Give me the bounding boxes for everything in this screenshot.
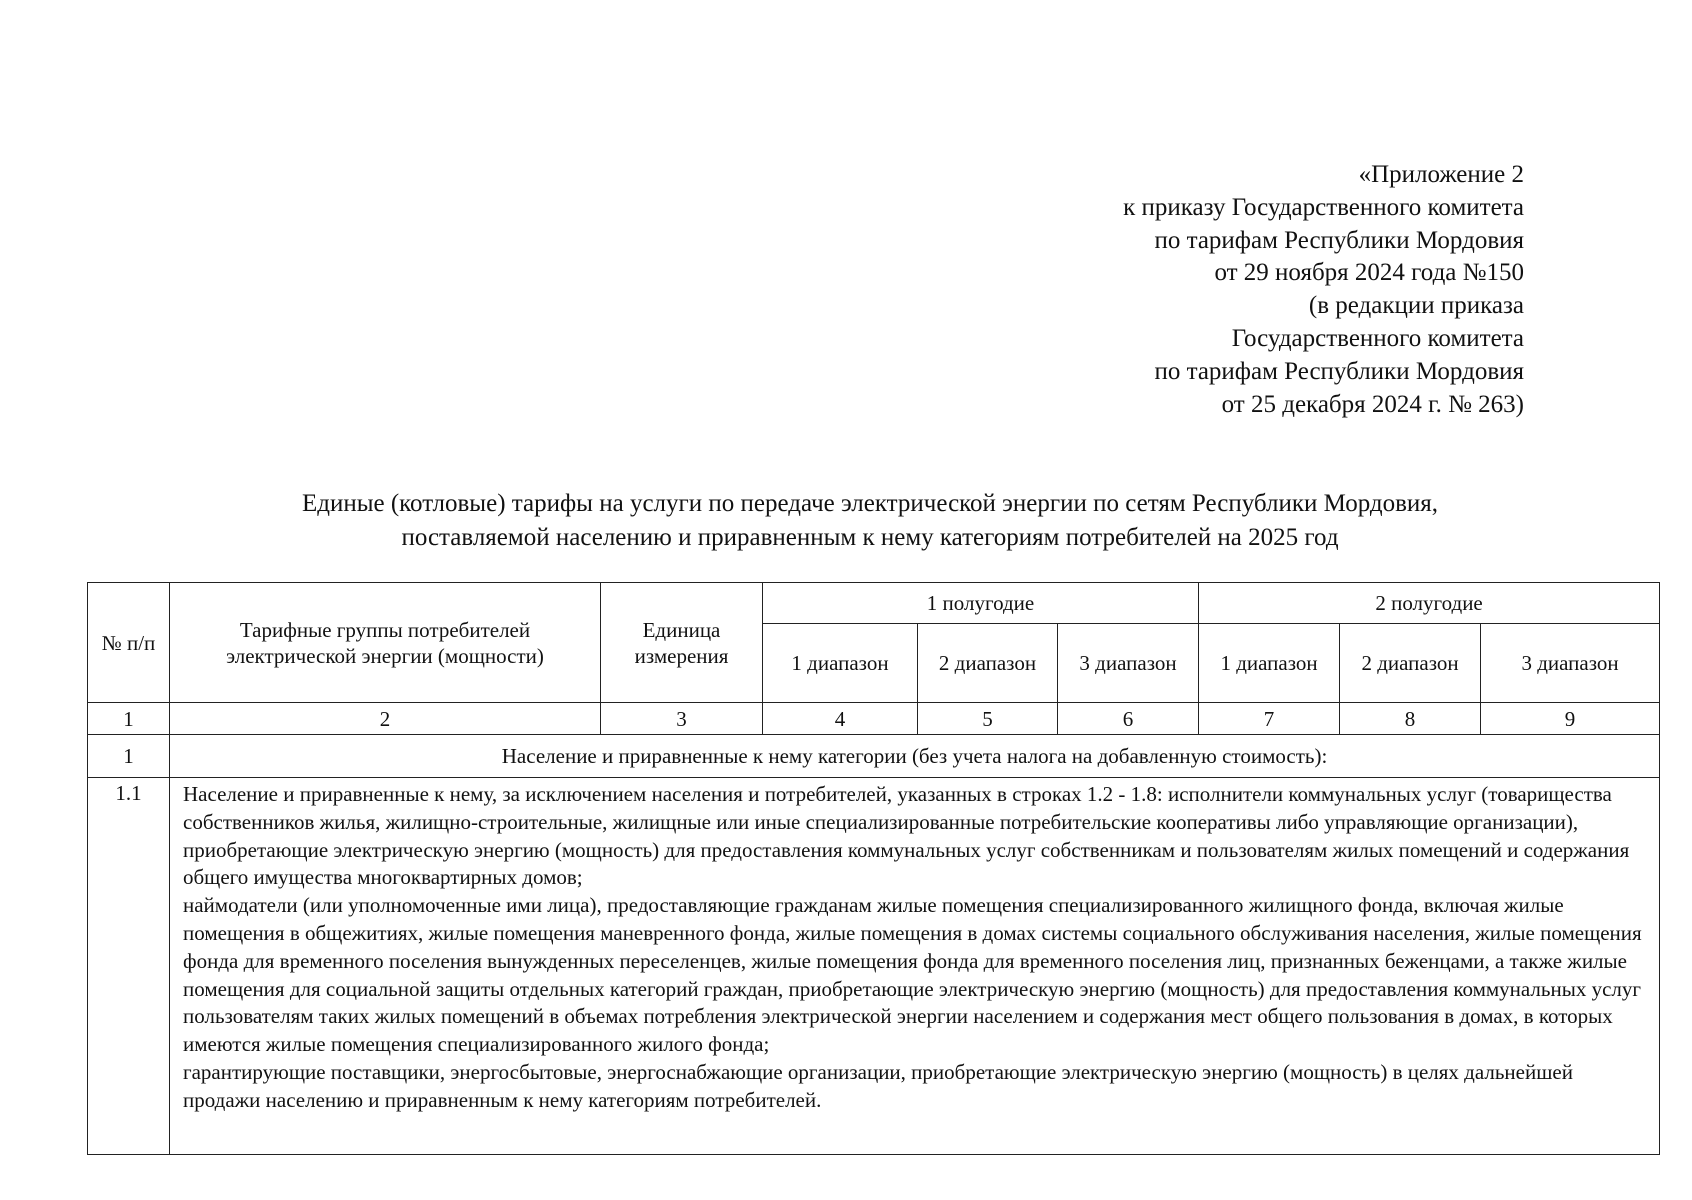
header-range: 2 диапазон [1340, 624, 1481, 703]
tariff-table [87, 582, 1660, 1155]
row-number: 1.1 [88, 778, 170, 1155]
appendix-line: по тарифам Республики Мордовия [1154, 357, 1524, 385]
header-number: № п/п [88, 583, 170, 703]
header-consumer-groups: Тарифные группы потребителей электрической энергии (мощности) [170, 583, 601, 703]
row-paragraph: гарантирующие поставщики, энергосбытовые, энергоснабжающие организации, приобретающие электрическую энергию (мощность) в целях дальнейшей продажи населению и приравненным к нему категориям потребителей. [183, 1059, 1573, 1112]
document-title [0, 487, 1692, 555]
appendix-line: от 25 декабря 2024 г. № 263) [1221, 390, 1524, 418]
appendix-line: от 29 ноября 2024 года №150 [1214, 259, 1524, 287]
appendix-line: к приказу Государственного комитета [1123, 193, 1524, 221]
row-paragraph: Население и приравненные к нему, за исключением населения и потребителей, указанных в строках 1.2 - 1.8: исполнители коммунальных услуг (товарищества собственников жилья, жилищно-строительные, жилищные или иные специализированные потребительские кооперативы либо управляющие организации), приобретающие электрическую энергию (мощность) для предоставления коммунальных услуг собственникам и пользователям жилых помещений и содержания общего имущества многоквартирных домов; [183, 782, 1630, 890]
column-number: 6 [1058, 703, 1199, 735]
column-number: 3 [601, 703, 763, 735]
column-numbers-row [88, 703, 1660, 735]
header-range: 1 диапазон [1199, 624, 1340, 703]
column-number: 5 [918, 703, 1058, 735]
header-second-half: 2 полугодие [1199, 583, 1660, 624]
header-range: 3 диапазон [1058, 624, 1199, 703]
header-range: 3 диапазон [1481, 624, 1660, 703]
row-description [170, 778, 1660, 1155]
header-range: 1 диапазон [763, 624, 918, 703]
title-line-2: поставляемой населению и приравненным к нему категориям потребителей на 2025 год [401, 524, 1339, 551]
column-number: 7 [1199, 703, 1340, 735]
header-unit: Единица измерения [601, 583, 763, 703]
column-number: 8 [1340, 703, 1481, 735]
row-number: 1 [88, 735, 170, 778]
table-row [88, 778, 1660, 1155]
row-paragraph: наймодатели (или уполномоченные ими лица), предоставляющие гражданам жилые помещения специализированного жилищного фонда, включая жилые помещения в общежитиях, жилые помещения маневренного фонда, жилые помещения в домах системы социального обслуживания населения, жилые помещения фонда для временного поселения вынужденных переселенцев, жилые помещения фонда для временного поселения лиц, признанных беженцами, а также жилые помещения для социальной защиты отдельных категорий граждан, приобретающие электрическую энергию (мощность) для предоставления коммунальных услуг пользователям таких жилых помещений в объемах потребления электрической энергии населением и содержания мест общего пользования в домах, в которых имеются жилые помещения специализированного жилого фонда; [183, 893, 1642, 1057]
appendix-line: по тарифам Республики Мордовия [1154, 226, 1524, 254]
appendix-block [1123, 159, 1524, 421]
title-line-1: Единые (котловые) тарифы на услуги по передаче электрической энергии по сетям Республики Мордовия, [301, 490, 1439, 517]
header-first-half: 1 полугодие [763, 583, 1199, 624]
appendix-line: Государственного комитета [1231, 324, 1524, 352]
header-range: 2 диапазон [918, 624, 1058, 703]
column-number: 9 [1481, 703, 1660, 735]
column-number: 1 [88, 703, 170, 735]
header-row [88, 583, 1660, 624]
table-row [88, 735, 1660, 778]
section-heading: Население и приравненные к нему категории (без учета налога на добавленную стоимость): [170, 735, 1660, 778]
appendix-line: (в редакции приказа [1308, 292, 1524, 320]
column-number: 2 [170, 703, 601, 735]
column-number: 4 [763, 703, 918, 735]
appendix-line: «Приложение 2 [1358, 161, 1524, 188]
